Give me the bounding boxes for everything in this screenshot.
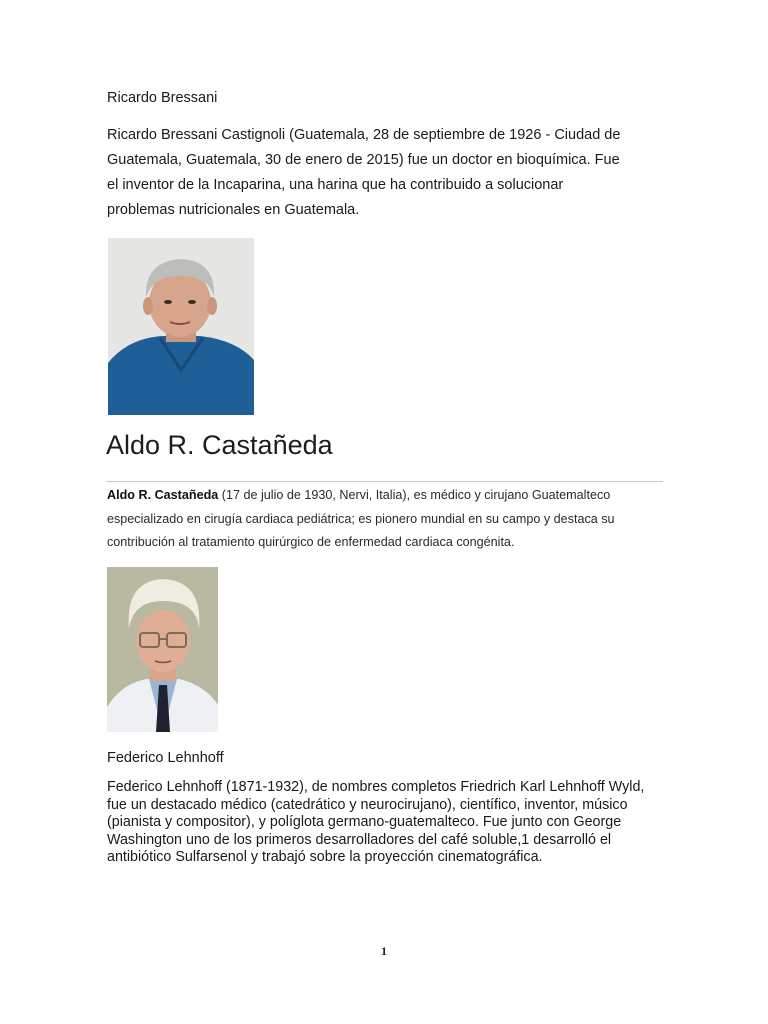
name-bold: Aldo R. Castañeda: [107, 488, 219, 502]
section-title-bressani: Ricardo Bressani: [107, 90, 218, 106]
bressani-photo: [108, 238, 254, 415]
paragraph-castaneda: [107, 484, 667, 555]
heading-divider: [106, 481, 663, 482]
section-title-lehnhoff: Federico Lehnhoff: [107, 750, 224, 766]
paragraph-castaneda-text: (17 de julio de 1930, Nervi, Italia), es médico y cirujano Guatemalteco especializado en cirugía cardiaca pediátrica; es pionero mundial en su campo y destaca su contribución al tratamiento quirúrgico de enfermedad cardiaca congénita.: [107, 488, 615, 549]
paragraph-bressani: Ricardo Bressani Castignoli (Guatemala, 28 de septiembre de 1926 - Ciudad de Guatemala, Guatemala, 30 de enero de 2015) fue un doctor en bioquímica. Fue el inventor de la Incaparina, una harina que ha contribuido a solucionar problemas nutricionales en Guatemala.: [107, 127, 621, 218]
paragraph-lehnhoff: Federico Lehnhoff (1871-1932), de nombres completos Friedrich Karl Lehnhoff Wyld, fue un destacado médico (catedrático y neurocirujano), científico, inventor, músico (pianista y compositor), y políglota germano-guatemalteco. Fue junto con George Washington uno de los primeros desarrolladores del café soluble,1 desarrolló el antibiótico Sulfarsenol y trabajó sobre la proyección cinematográfica.: [107, 779, 645, 866]
castaneda-photo: [107, 567, 218, 732]
section-heading-castaneda: Aldo R. Castañeda: [106, 430, 333, 460]
page-number: 1: [381, 944, 387, 958]
